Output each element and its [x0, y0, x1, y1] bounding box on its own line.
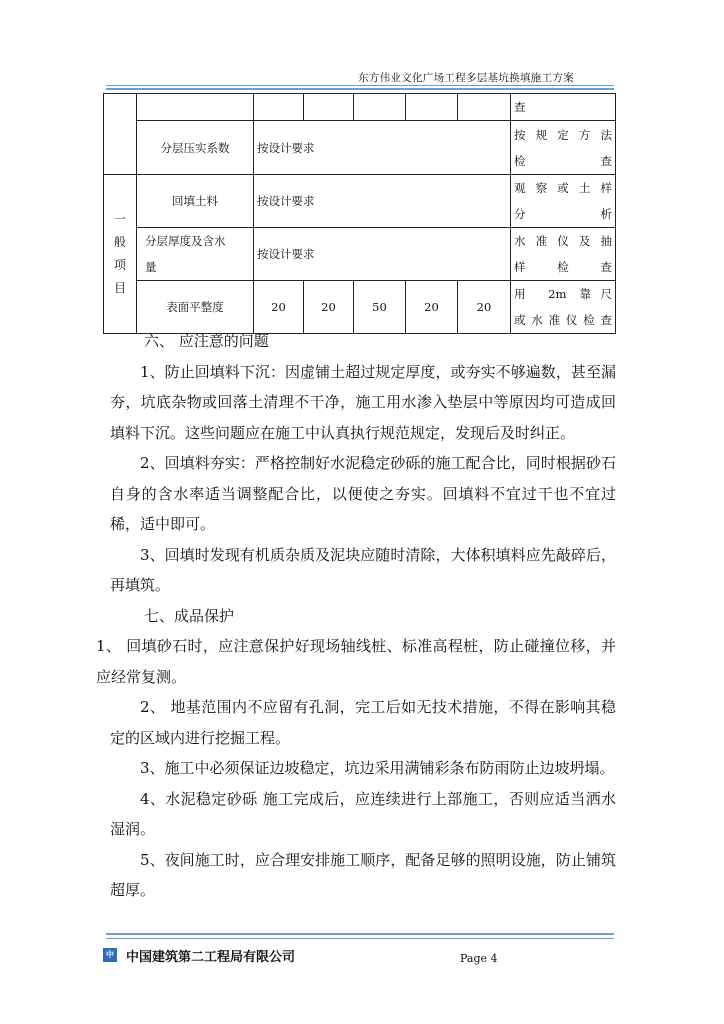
method-cell: 观察或土样 分析 — [511, 175, 616, 228]
method-cell: 按规定方法 检查 — [511, 121, 616, 175]
page-number: Page 4 — [460, 952, 498, 965]
spec-table — [103, 93, 616, 334]
paragraph: 2、回填料夯实：严格控制好水泥稳定砂砾的施工配合比，同时根据砂石自身的含水率适当调整配合比，以便使之夯实。回填料不宜过干也不宜过稀，适中即可。 — [110, 454, 616, 533]
table-row — [104, 121, 616, 175]
table-row — [104, 175, 616, 228]
paragraph: 1、防止回填料下沉：因虚铺土超过规定厚度，或夯实不够遍数，甚至漏夯，坑底杂物或回落土清理不干净，施工用水渗入垫层中等原因均可造成回填料下沉。这些问题应在施工中认真执行规范规定，发现后及时纠正。 — [110, 362, 616, 442]
value-cell: 50 — [354, 281, 406, 334]
item-cell: 分层压实系数 — [137, 121, 254, 175]
footer-rule-thick — [106, 933, 614, 935]
paragraph: 3、施工中必须保证边坡稳定，坑边采用满铺彩条布防雨防止边坡坍塌。 — [140, 759, 615, 777]
header-title: 东方伟业文化广场工程多层基坑换填施工方案 — [358, 72, 574, 84]
method-cell: 水准仪及抽 样检查 — [511, 228, 616, 281]
method-cell: 查 — [511, 94, 616, 121]
item-cell: 表面平整度 — [137, 281, 254, 334]
paragraph: 5、夜间施工时，应合理安排施工顺序，配备足够的照明设施，防止铺筑超厚。 — [110, 850, 616, 899]
paragraph: 3、回填时发现有机质杂质及泥块应随时清除，大体积填料应先敲碎后，再填筑。 — [110, 545, 616, 594]
requirement-cell: 按设计要求 — [254, 121, 511, 175]
category-general: 一 般 项 目 — [104, 175, 137, 334]
paragraph: 4、水泥稳定砂砾 施工完成后，应连续进行上部施工，否则应适当洒水湿润。 — [110, 789, 616, 838]
requirement-cell: 按设计要求 — [254, 228, 511, 281]
value-cell: 20 — [304, 281, 354, 334]
value-cell: 20 — [406, 281, 458, 334]
method-cell: 用 2m 靠尺 或水准仪检查 — [511, 281, 616, 334]
section-heading: 六、 应注意的问题 — [144, 332, 269, 350]
paragraph: 1、 回填砂石时，应注意保护好现场轴线桩、标准高程桩，防止碰撞位移，并应经常复测。 — [96, 637, 616, 686]
table-row — [104, 228, 616, 281]
item-cell: 回填土料 — [137, 175, 254, 228]
item-cell: 分层厚度及含水 量 — [137, 228, 254, 281]
header-rule-thick — [106, 88, 614, 90]
company-name: 中国建筑第二工程局有限公司 — [126, 950, 296, 965]
header-rule — [106, 85, 614, 86]
section-heading: 七、成品保护 — [144, 606, 235, 625]
paragraph: 2、 地基范围内不应留有孔洞，完工后如无技术措施，不得在影响其稳定的区域内进行挖掘工程。 — [110, 698, 616, 747]
requirement-cell: 按设计要求 — [254, 175, 511, 228]
category-cell — [104, 94, 137, 175]
table-row — [104, 94, 616, 121]
document-body — [96, 326, 616, 906]
value-cell: 20 — [458, 281, 511, 334]
footer-rule — [106, 938, 614, 939]
company-logo-icon: 中建 — [103, 948, 117, 962]
value-cell: 20 — [254, 281, 304, 334]
